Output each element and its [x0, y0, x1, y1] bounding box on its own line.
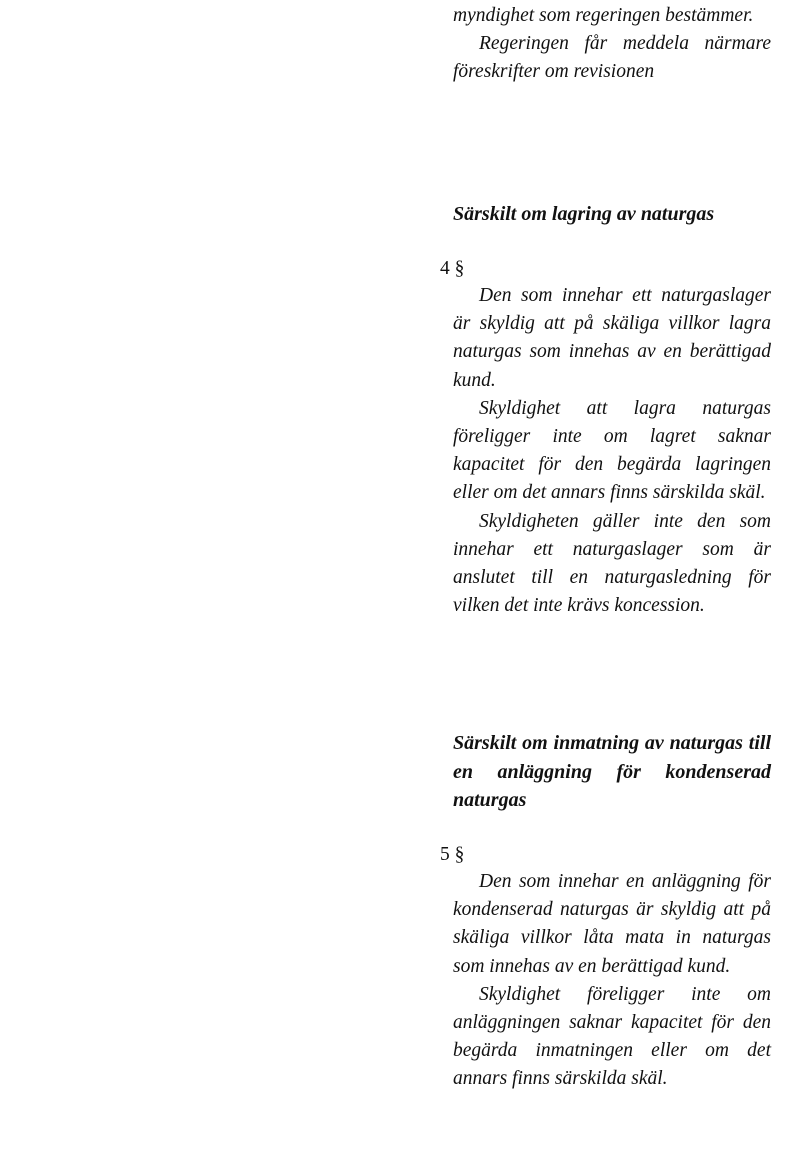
section-5-heading: Särskilt om inmatning av naturgas till en anläggning för kondenserad naturgas [453, 732, 771, 811]
intro-paragraph-2: Regeringen får meddela närmare föreskrifter om revisionen [453, 33, 771, 83]
section-5-number: 5 § [440, 844, 465, 865]
intro-block [453, 2, 771, 87]
section-4-heading: Särskilt om lagring av naturgas [453, 203, 715, 225]
section-4-paragraph-3: Skyldigheten gäller inte den som innehar ett naturgaslager som är anslutet till en naturgasledning för vilken det inte krävs koncession. [453, 510, 771, 617]
section-4-paragraph-2: Skyldighet att lagra naturgas föreligger inte om lagret saknar kapacitet för den begärda lagringen eller om det annars finns särskilda skäl. [453, 397, 771, 504]
intro-paragraph-1: myndighet som regeringen bestämmer. [453, 5, 754, 26]
section-5-body [453, 868, 771, 1094]
section-5-paragraph-1: Den som innehar en anläggning för kondenserad naturgas är skyldig att på skäliga villkor låta mata in naturgas som innehas av en berättigad kund. [453, 871, 771, 977]
section-4-number: 4 § [440, 258, 465, 279]
section-4-body [453, 282, 771, 620]
section-4-paragraph-1: Den som innehar ett naturgaslager är skyldig att på skäliga villkor lagra naturgas som innehas av en berättigad kund. [453, 285, 771, 391]
section-5-paragraph-2: Skyldighet föreligger inte om anläggningen saknar kapacitet för den begärda inmatningen eller om det annars finns särskilda skäl. [453, 983, 771, 1090]
